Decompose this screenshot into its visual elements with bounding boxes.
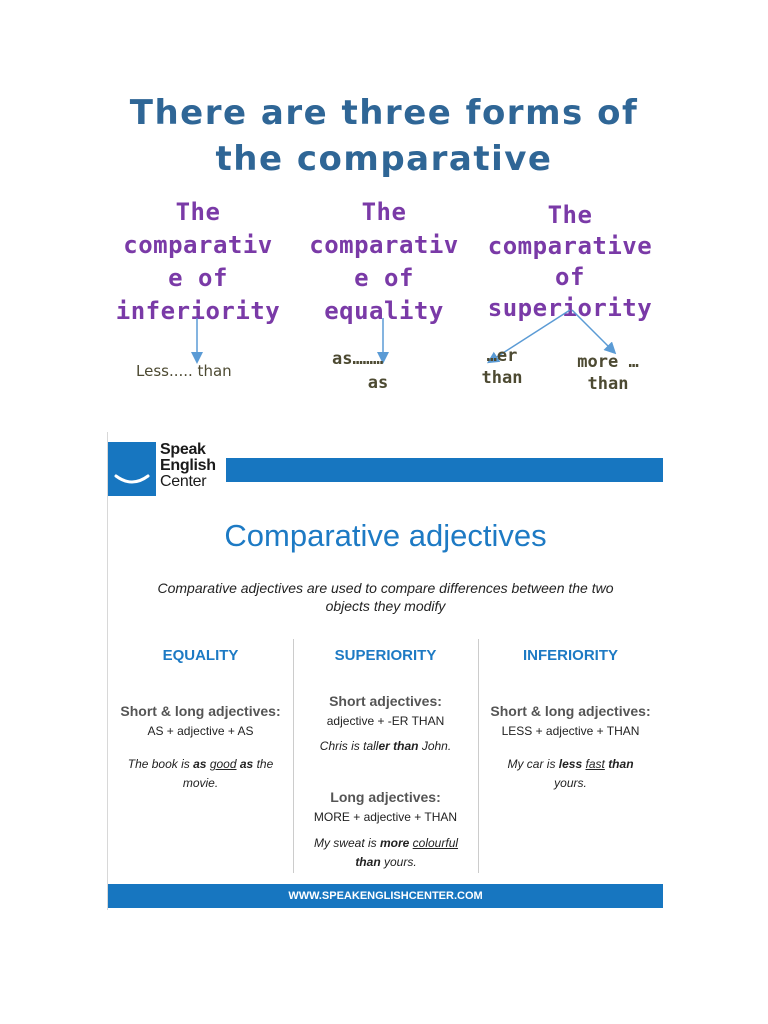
example-line: as xyxy=(367,373,389,393)
title-line-2: the comparative xyxy=(215,139,553,179)
equality-formula: AS + adjective + AS xyxy=(147,724,254,738)
card-title: Comparative adjectives xyxy=(224,518,547,553)
example-line: than xyxy=(481,368,523,388)
form-line: equality xyxy=(324,297,444,325)
equality-section-title: Short & long adjectives: xyxy=(120,703,281,719)
example-line: than xyxy=(587,374,629,394)
inferiority-example: My car is less fast than yours. xyxy=(507,757,634,790)
inferiority-section-title: Short & long adjectives: xyxy=(490,703,651,719)
form-line: e of xyxy=(354,264,414,292)
heading-inferiority: INFERIORITY xyxy=(522,647,618,664)
header-bar xyxy=(226,458,663,482)
smile-logo-icon xyxy=(108,442,156,496)
inferiority-formula: LESS + adjective + THAN xyxy=(501,724,640,738)
form-line: comparative xyxy=(487,232,653,260)
logo-line-3: Center xyxy=(160,473,207,490)
superiority-short-formula: adjective + -ER THAN xyxy=(326,714,445,728)
example-line: as……… xyxy=(332,349,384,369)
form-line: comparativ xyxy=(123,231,273,259)
comparative-card xyxy=(107,432,663,910)
example-line: …er xyxy=(486,346,518,366)
example-superiority-more xyxy=(560,351,656,395)
column-divider xyxy=(293,639,294,873)
form-line: superiority xyxy=(487,294,653,322)
superiority-long-formula: MORE + adjective + THAN xyxy=(313,810,458,824)
form-line: comparativ xyxy=(309,231,459,259)
column-divider xyxy=(478,639,479,873)
logo-text xyxy=(160,442,216,490)
example-line: more … xyxy=(577,352,639,372)
form-line: inferiority xyxy=(115,297,281,325)
superiority-short-title: Short adjectives: xyxy=(329,693,442,709)
logo-line-1: Speak xyxy=(160,441,206,458)
card-subtitle: Comparative adjectives are used to compare differences between the two objects they modify xyxy=(157,580,614,614)
form-line: The xyxy=(175,198,221,226)
superiority-short-example: Chris is taller than John. xyxy=(319,739,452,753)
example-inferiority: Less..... than xyxy=(136,362,232,380)
example-equality xyxy=(318,348,438,394)
heading-superiority: SUPERIORITY xyxy=(334,647,437,664)
superiority-long-title: Long adjectives: xyxy=(330,789,441,805)
title-line-1: There are three forms of xyxy=(129,93,639,133)
heading-equality: EQUALITY xyxy=(162,647,239,664)
form-line: The xyxy=(361,198,407,226)
form-line: of xyxy=(555,263,585,291)
logo xyxy=(108,432,226,498)
form-line: The xyxy=(547,201,593,229)
example-superiority-er xyxy=(470,345,534,389)
equality-example: The book is as good as the movie. xyxy=(127,757,274,790)
form-line: e of xyxy=(168,264,228,292)
superiority-long-example: My sweat is more colourful than yours. xyxy=(313,836,459,869)
logo-line-2: English xyxy=(160,457,216,474)
footer-url[interactable]: WWW.SPEAKENGLISHCENTER.COM xyxy=(108,884,663,908)
